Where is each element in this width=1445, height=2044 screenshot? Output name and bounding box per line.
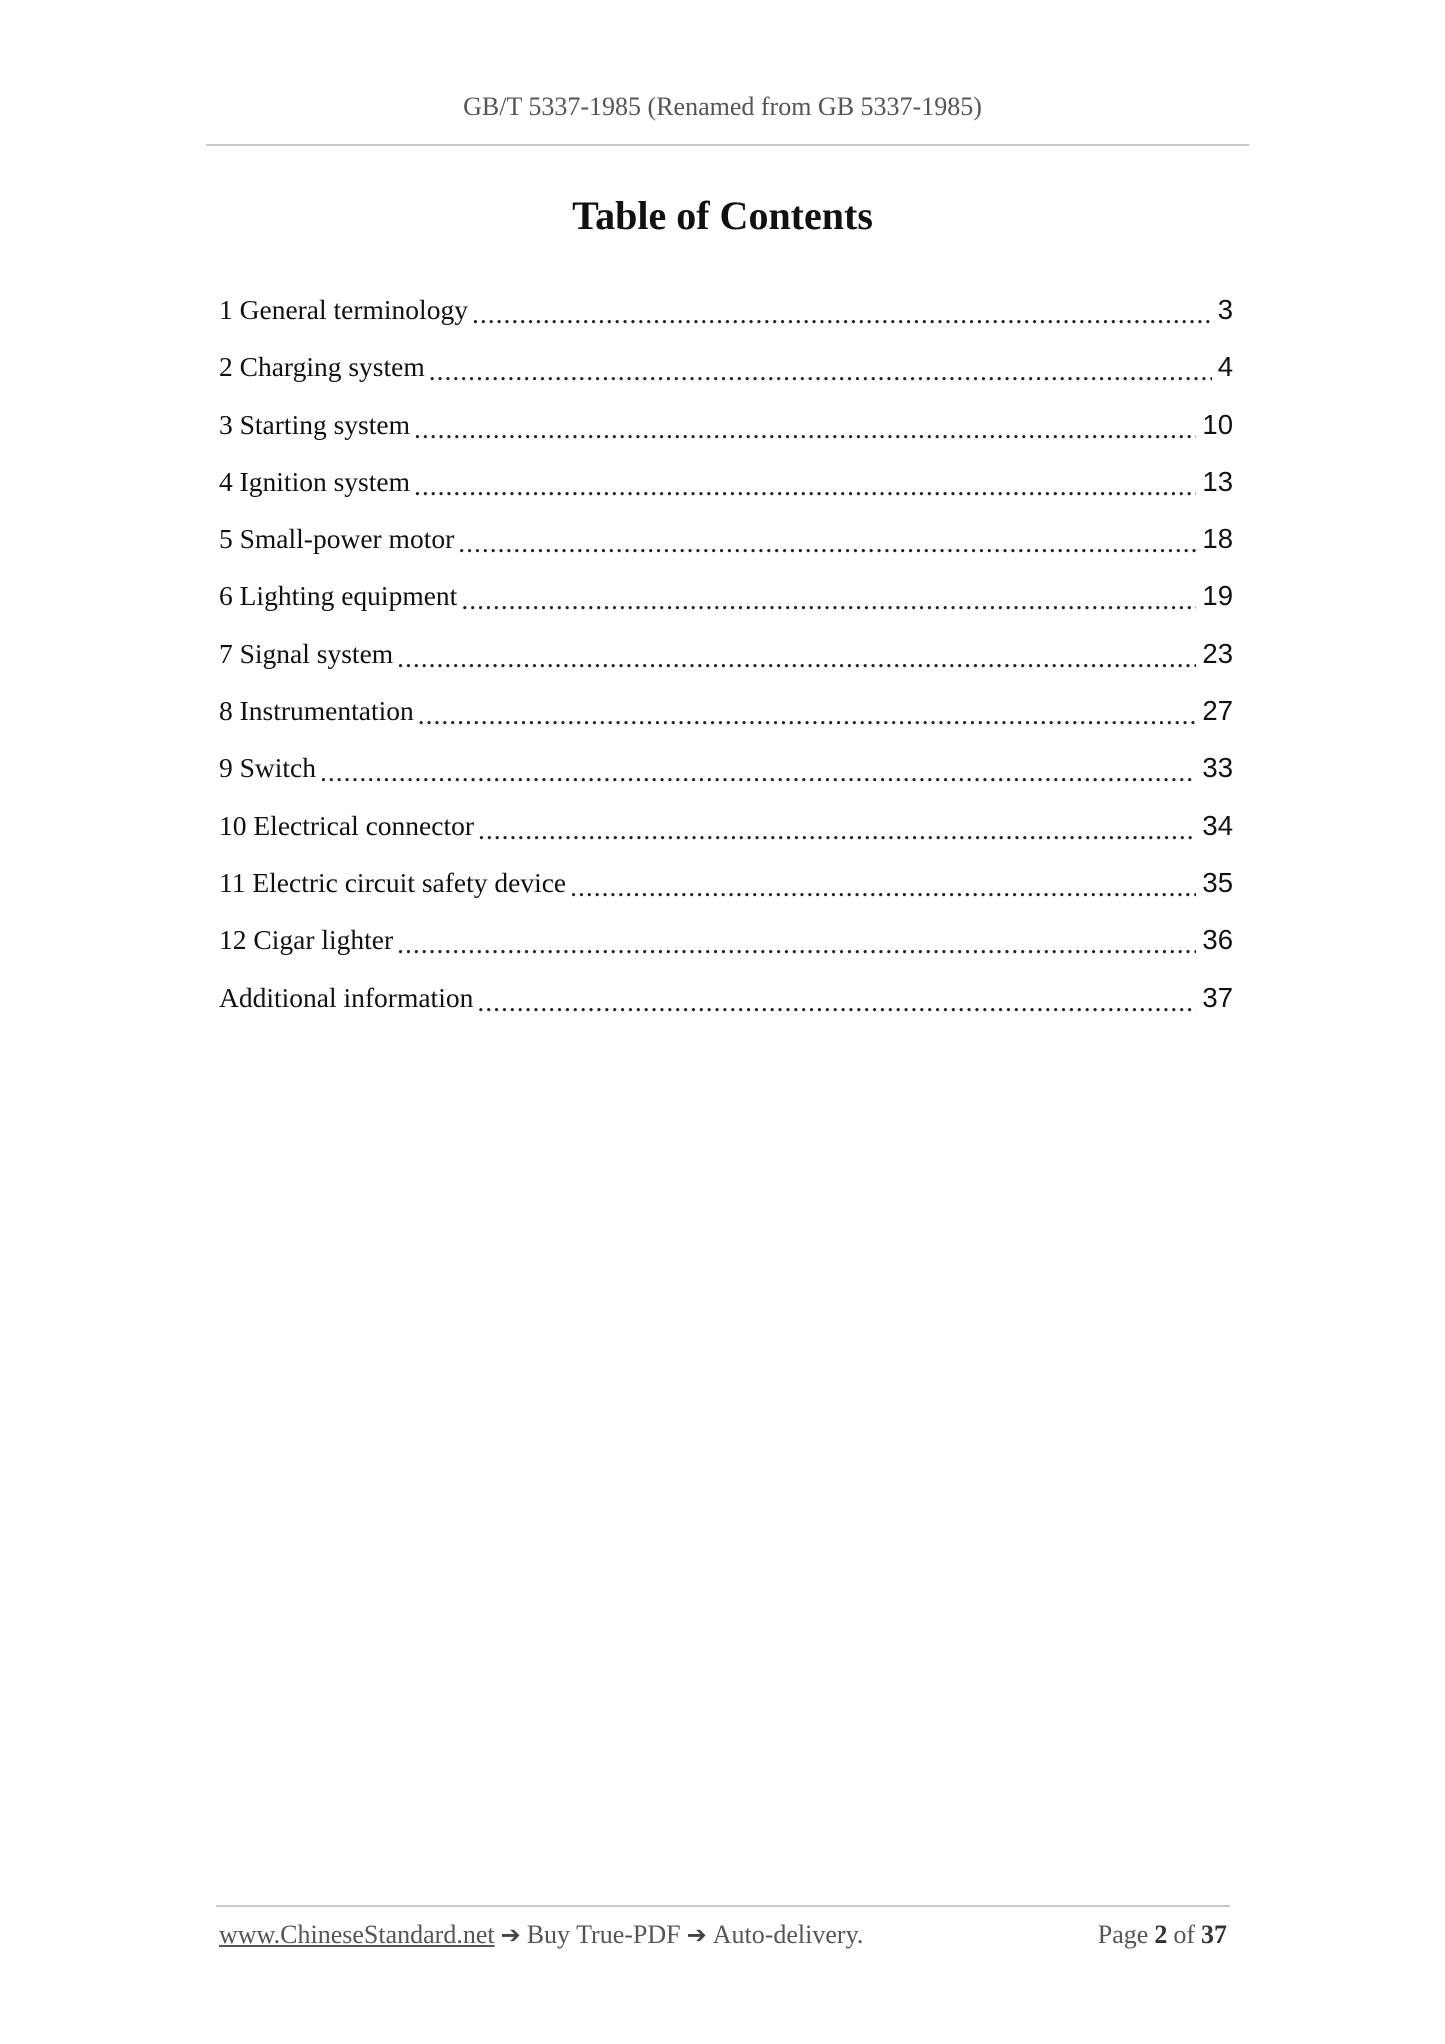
toc-dot-leader [477, 986, 1196, 1014]
toc-entry-label: 1 General terminology [219, 294, 468, 325]
toc-entry-page: 3 [1217, 294, 1233, 325]
website-link[interactable]: www.ChineseStandard.net [219, 1920, 495, 1949]
page-current: 2 [1154, 1920, 1168, 1949]
toc-title: Table of Contents [572, 193, 873, 238]
toc-entry[interactable] [219, 867, 1233, 924]
running-header: GB/T 5337-1985 (Renamed from GB 5337-1985) [463, 92, 982, 121]
toc-entry-page: 23 [1202, 637, 1233, 669]
toc-entry-label: 8 Instrumentation [219, 695, 414, 727]
page-indicator [1098, 1920, 1227, 1950]
toc-entry-page: 37 [1202, 981, 1233, 1013]
toc-entry-label: 10 Electrical connector [219, 809, 475, 841]
of-word: of [1173, 1920, 1195, 1949]
toc-entry-label: 9 Switch [219, 752, 317, 784]
toc-entry-label: 3 Starting system [219, 408, 410, 440]
toc-entry-page: 35 [1202, 866, 1233, 898]
toc-entry-label: 11 Electric circuit safety device [219, 866, 567, 898]
toc-dot-leader [414, 470, 1196, 498]
toc-dot-leader [414, 413, 1196, 441]
toc-entry-page: 33 [1202, 752, 1233, 784]
arrow-right-icon: ➔ [500, 1921, 521, 1949]
toc-entry-label: 5 Small-power motor [219, 523, 455, 555]
page-word: Page [1097, 1920, 1149, 1949]
toc-entry[interactable] [219, 580, 1233, 637]
toc-entry-label: 4 Ignition system [219, 465, 410, 497]
header-divider [206, 144, 1249, 146]
toc-entry-label: 7 Signal system [219, 637, 394, 669]
toc-dot-leader [418, 699, 1197, 727]
footer-promo [219, 1920, 863, 1950]
toc-entry[interactable] [219, 466, 1233, 523]
toc-entry-page: 18 [1202, 523, 1233, 555]
toc-entry[interactable] [219, 523, 1233, 580]
toc-entry-label: 12 Cigar lighter [219, 924, 394, 956]
toc-entry[interactable] [219, 409, 1233, 466]
footer-step-delivery: Auto-delivery. [712, 1920, 864, 1949]
toc-entry[interactable] [219, 982, 1233, 1039]
toc-entry[interactable] [219, 924, 1233, 981]
toc-dot-leader [478, 814, 1196, 842]
toc-dot-leader [397, 642, 1196, 670]
toc-entry[interactable] [219, 810, 1233, 867]
toc-entry-page: 19 [1202, 580, 1233, 612]
toc-entry[interactable] [219, 638, 1233, 695]
toc-dot-leader [397, 928, 1196, 956]
toc-entry-page: 13 [1202, 465, 1233, 497]
table-of-contents [219, 294, 1233, 1039]
toc-entry[interactable] [219, 752, 1233, 809]
toc-dot-leader [320, 756, 1196, 784]
toc-entry-page: 4 [1217, 351, 1233, 383]
toc-entry-label: 2 Charging system [219, 351, 425, 383]
footer-step-buy: Buy True-PDF [526, 1920, 681, 1949]
toc-entry[interactable] [219, 294, 1233, 351]
toc-entry-page: 27 [1202, 695, 1233, 727]
toc-dot-leader [429, 355, 1212, 383]
toc-entry-label: Additional information [219, 981, 474, 1013]
toc-entry-label: 6 Lighting equipment [219, 580, 458, 612]
footer-divider [216, 1905, 1230, 1907]
toc-entry-page: 10 [1202, 408, 1233, 440]
toc-dot-leader [472, 298, 1212, 326]
page-total: 37 [1201, 1920, 1227, 1949]
toc-entry[interactable] [219, 695, 1233, 752]
toc-entry-page: 34 [1202, 809, 1233, 841]
arrow-right-icon: ➔ [686, 1921, 707, 1949]
toc-dot-leader [461, 584, 1196, 612]
toc-entry-page: 36 [1202, 924, 1233, 956]
toc-dot-leader [570, 871, 1196, 899]
toc-dot-leader [458, 527, 1196, 555]
toc-entry[interactable] [219, 351, 1233, 408]
